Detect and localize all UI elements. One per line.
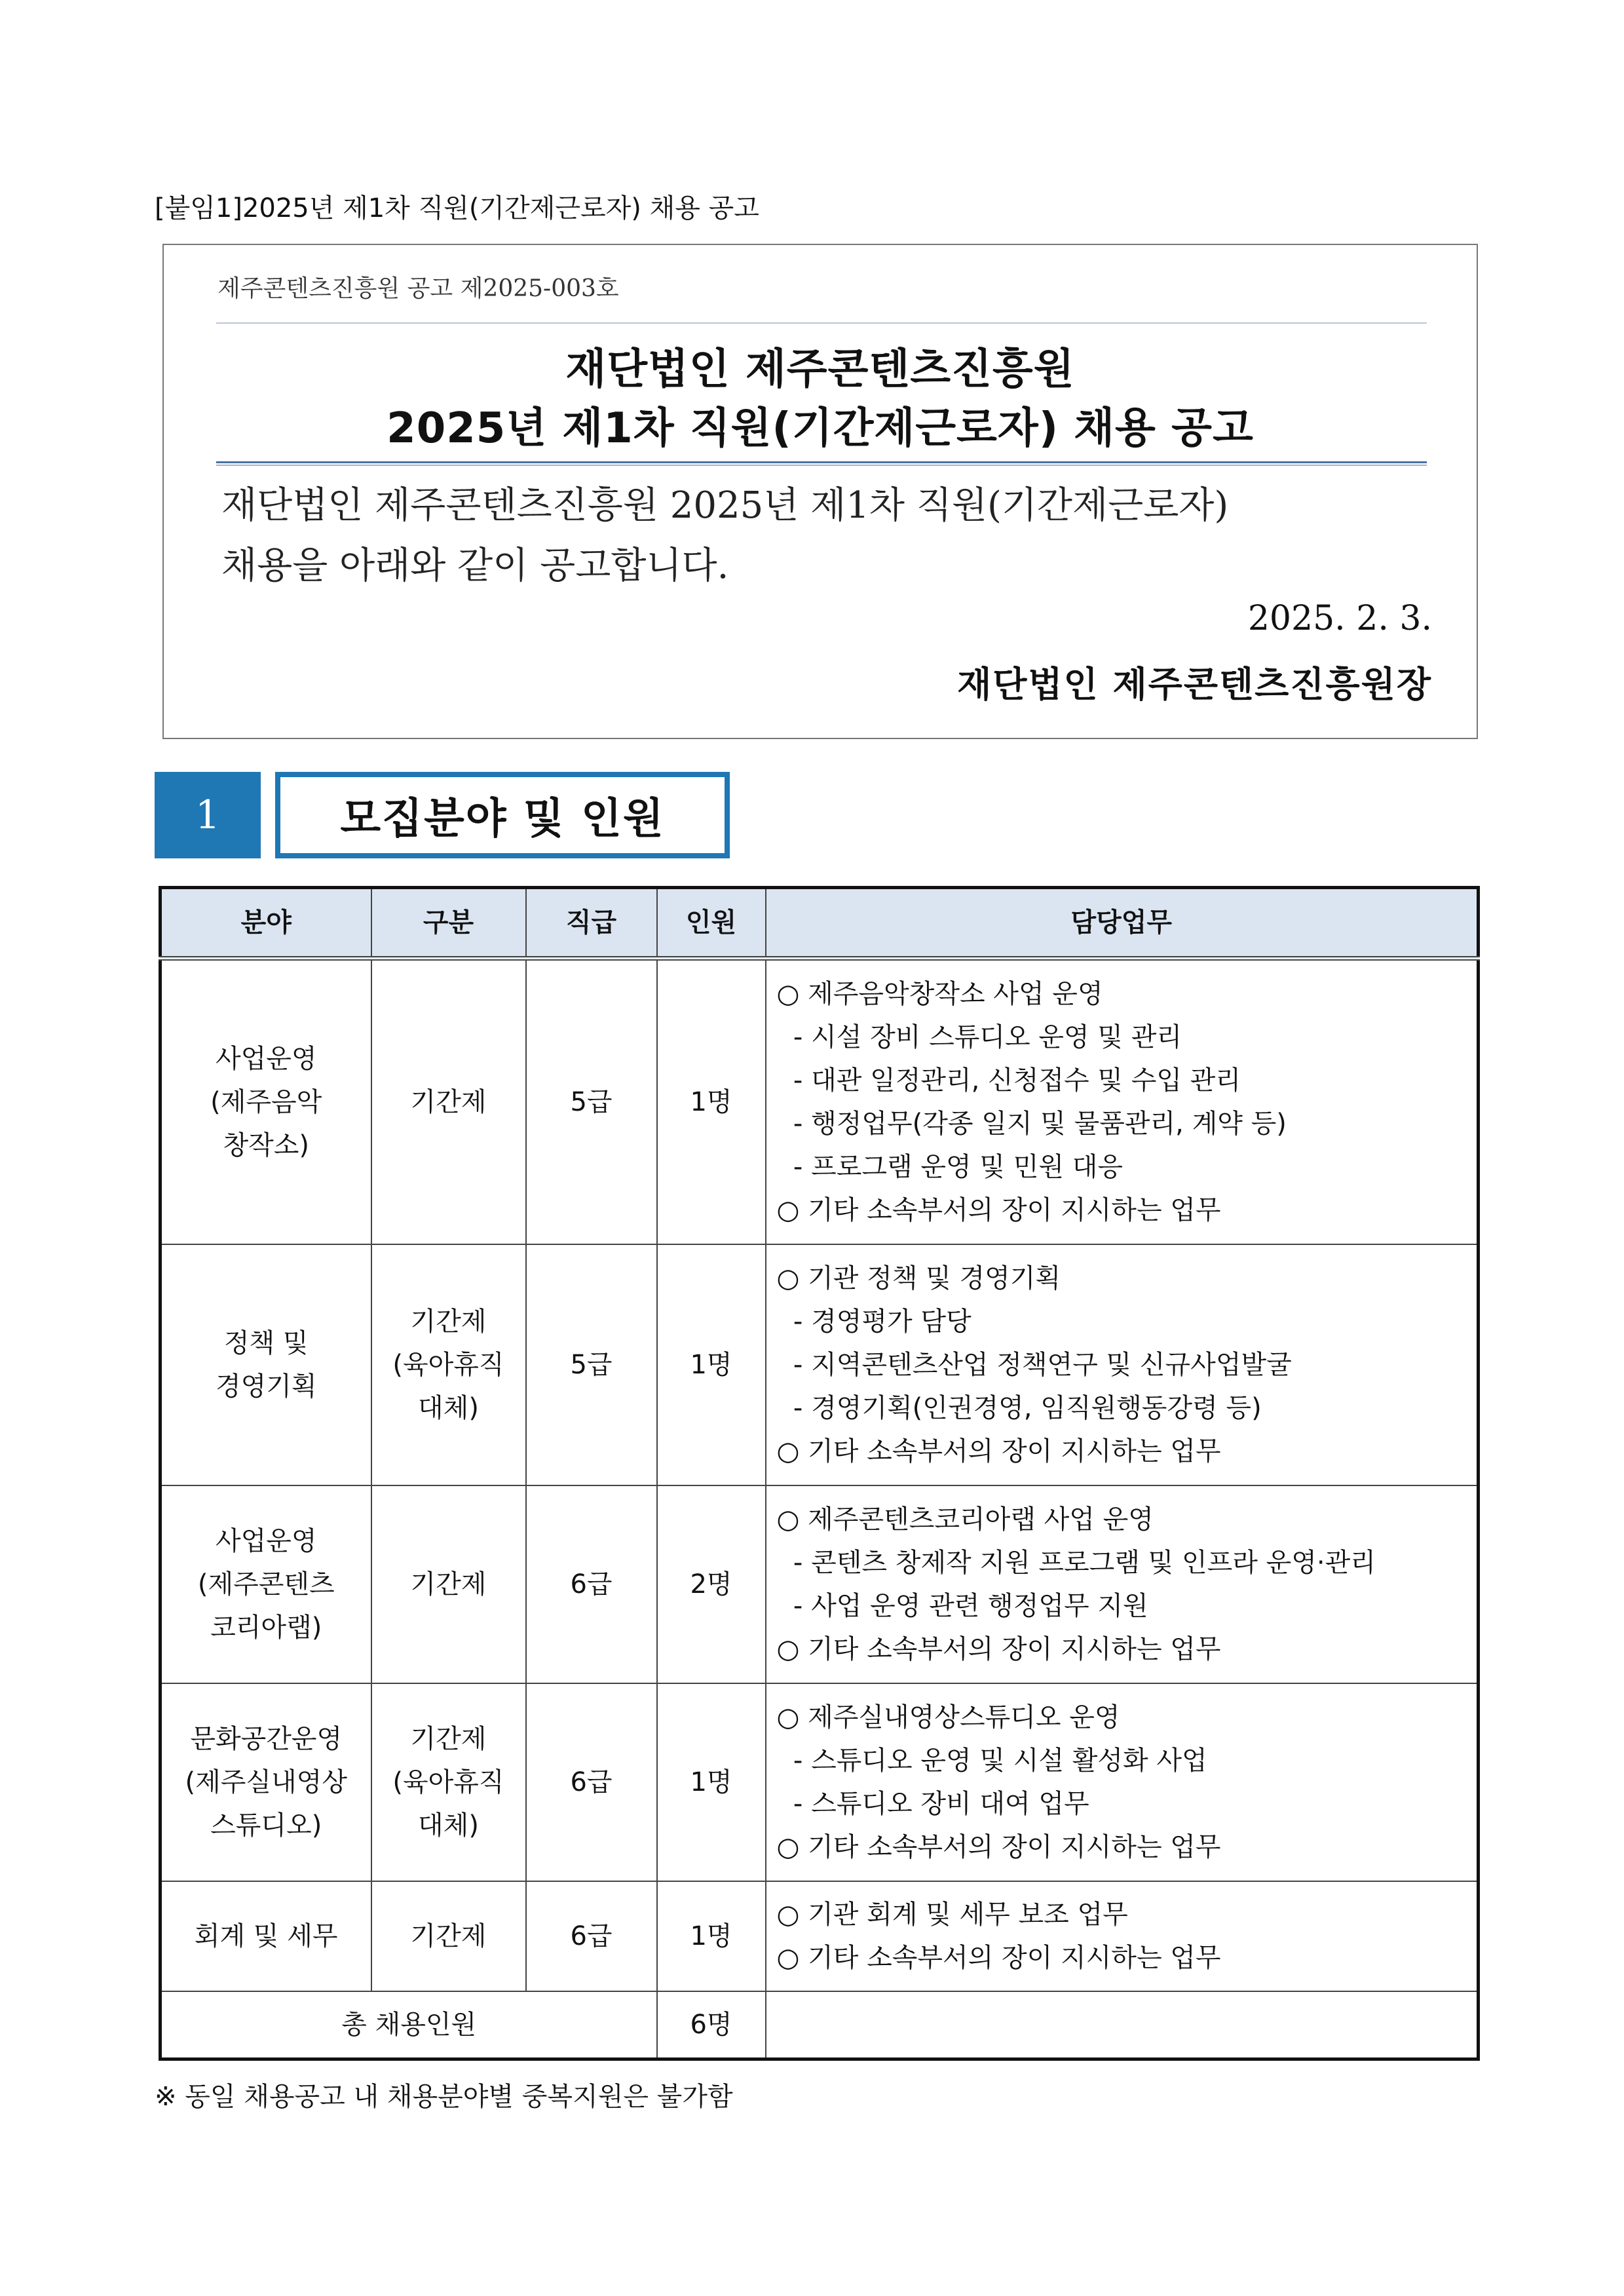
- cell-type: 기간제 (육아휴직 대체): [371, 1244, 526, 1485]
- duty-item: ○ 기타 소속부서의 장이 지시하는 업무: [776, 1942, 1221, 1973]
- duty-item: - 행정업무(각종 일지 및 물품관리, 계약 등): [776, 1108, 1287, 1139]
- notice-signer: 재단법인 제주콘텐츠진흥원장: [957, 663, 1432, 705]
- duty-item: ○ 기타 소속부서의 장이 지시하는 업무: [776, 1634, 1221, 1664]
- cell-type: 기간제: [371, 1485, 526, 1683]
- duty-item: - 대관 일정관리, 신청접수 및 수입 관리: [776, 1065, 1241, 1096]
- cell-field: 사업운영 (제주콘텐츠 코리아랩): [161, 1485, 371, 1683]
- duty-item: ○ 기타 소속부서의 장이 지시하는 업무: [776, 1831, 1221, 1862]
- cell-duties: [766, 1881, 1479, 1991]
- table-row: [161, 1244, 1479, 1485]
- cell-field: 문화공간운영 (제주실내영상 스튜디오): [161, 1683, 371, 1881]
- cell-field: 정책 및 경영기획: [161, 1244, 371, 1485]
- duty-item: - 경영기획(인권경영, 임직원행동강령 등): [776, 1392, 1262, 1423]
- duty-item: ○ 기타 소속부서의 장이 지시하는 업무: [776, 1436, 1221, 1466]
- cell-count: 1명: [657, 959, 766, 1244]
- duty-item: - 경영평가 담당: [776, 1306, 972, 1337]
- table-row: [161, 1683, 1479, 1881]
- section-title: 모집분야 및 인원: [340, 795, 665, 843]
- cell-duties: [766, 959, 1479, 1244]
- duty-item: - 스튜디오 장비 대여 업무: [776, 1788, 1089, 1819]
- duty-item: ○ 제주콘텐츠코리아랩 사업 운영: [776, 1504, 1154, 1535]
- duty-item: - 시설 장비 스튜디오 운영 및 관리: [776, 1022, 1182, 1052]
- header-type: 구분: [371, 888, 526, 959]
- table-row: [161, 959, 1479, 1244]
- cell-field: 사업운영 (제주음악 창작소): [161, 959, 371, 1244]
- cell-count: 1명: [657, 1244, 766, 1485]
- duty-item: ○ 기타 소속부서의 장이 지시하는 업무: [776, 1195, 1221, 1225]
- notice-number: 제주콘텐츠진흥원 공고 제2025-003호: [217, 275, 619, 302]
- total-label: 총 채용인원: [161, 1991, 657, 2059]
- table-row: [161, 1881, 1479, 1991]
- notice-date: 2025. 2. 3.: [1247, 599, 1432, 638]
- cell-type: 기간제: [371, 959, 526, 1244]
- duty-item: - 지역콘텐츠산업 정책연구 및 신규사업발굴: [776, 1349, 1292, 1380]
- notice-title-line2: 2025년 제1차 직원(기간제근로자) 채용 공고: [387, 404, 1254, 453]
- duty-item: ○ 제주실내영상스튜디오 운영: [776, 1702, 1120, 1732]
- cell-grade: 5급: [526, 959, 657, 1244]
- divider: [216, 322, 1427, 324]
- duty-item: - 사업 운영 관련 행정업무 지원: [776, 1590, 1148, 1621]
- attachment-label: [붙임1]2025년 제1차 직원(기간제근로자) 채용 공고: [155, 193, 759, 223]
- duty-item: ○ 기관 정책 및 경영기획: [776, 1263, 1061, 1293]
- section-number-badge: 1: [155, 772, 261, 858]
- cell-field: 회계 및 세무: [161, 1881, 371, 1991]
- cell-duties: [766, 1683, 1479, 1881]
- table-total-row: [161, 1991, 1479, 2059]
- cell-grade: 6급: [526, 1881, 657, 1991]
- header-grade: 직급: [526, 888, 657, 959]
- cell-count: 1명: [657, 1881, 766, 1991]
- notice-body: 재단법인 제주콘텐츠진흥원 2025년 제1차 직원(기간제근로자) 채용을 아래와 같이 공고합니다.: [221, 484, 1229, 587]
- duty-item: - 콘텐츠 창제작 지원 프로그램 및 인프라 운영·관리: [776, 1547, 1376, 1578]
- total-empty-cell: [766, 1991, 1479, 2059]
- header-count: 인원: [657, 888, 766, 959]
- duty-item: ○ 제주음악창작소 사업 운영: [776, 978, 1103, 1009]
- header-field: 분야: [161, 888, 371, 959]
- title-divider: [216, 461, 1427, 466]
- cell-count: 2명: [657, 1485, 766, 1683]
- cell-type: 기간제: [371, 1881, 526, 1991]
- duty-item: - 프로그램 운영 및 민원 대응: [776, 1151, 1123, 1182]
- notice-box: [162, 244, 1478, 739]
- cell-grade: 6급: [526, 1485, 657, 1683]
- cell-grade: 5급: [526, 1244, 657, 1485]
- total-count: 6명: [657, 1991, 766, 2059]
- cell-grade: 6급: [526, 1683, 657, 1881]
- duty-item: ○ 기관 회계 및 세무 보조 업무: [776, 1899, 1128, 1930]
- notice-title-line1: 재단법인 제주콘텐츠진흥원: [565, 345, 1075, 394]
- header-duties: 담당업무: [766, 888, 1479, 959]
- cell-type: 기간제 (육아휴직 대체): [371, 1683, 526, 1881]
- footnote: ※ 동일 채용공고 내 채용분야별 중복지원은 불가함: [155, 2082, 733, 2112]
- table-header-row: [161, 888, 1479, 959]
- cell-duties: [766, 1485, 1479, 1683]
- recruitment-table: [159, 886, 1480, 2061]
- cell-count: 1명: [657, 1683, 766, 1881]
- duty-item: - 스튜디오 운영 및 시설 활성화 사업: [776, 1745, 1207, 1776]
- cell-duties: [766, 1244, 1479, 1485]
- section-title-box: [275, 772, 730, 858]
- table-row: [161, 1485, 1479, 1683]
